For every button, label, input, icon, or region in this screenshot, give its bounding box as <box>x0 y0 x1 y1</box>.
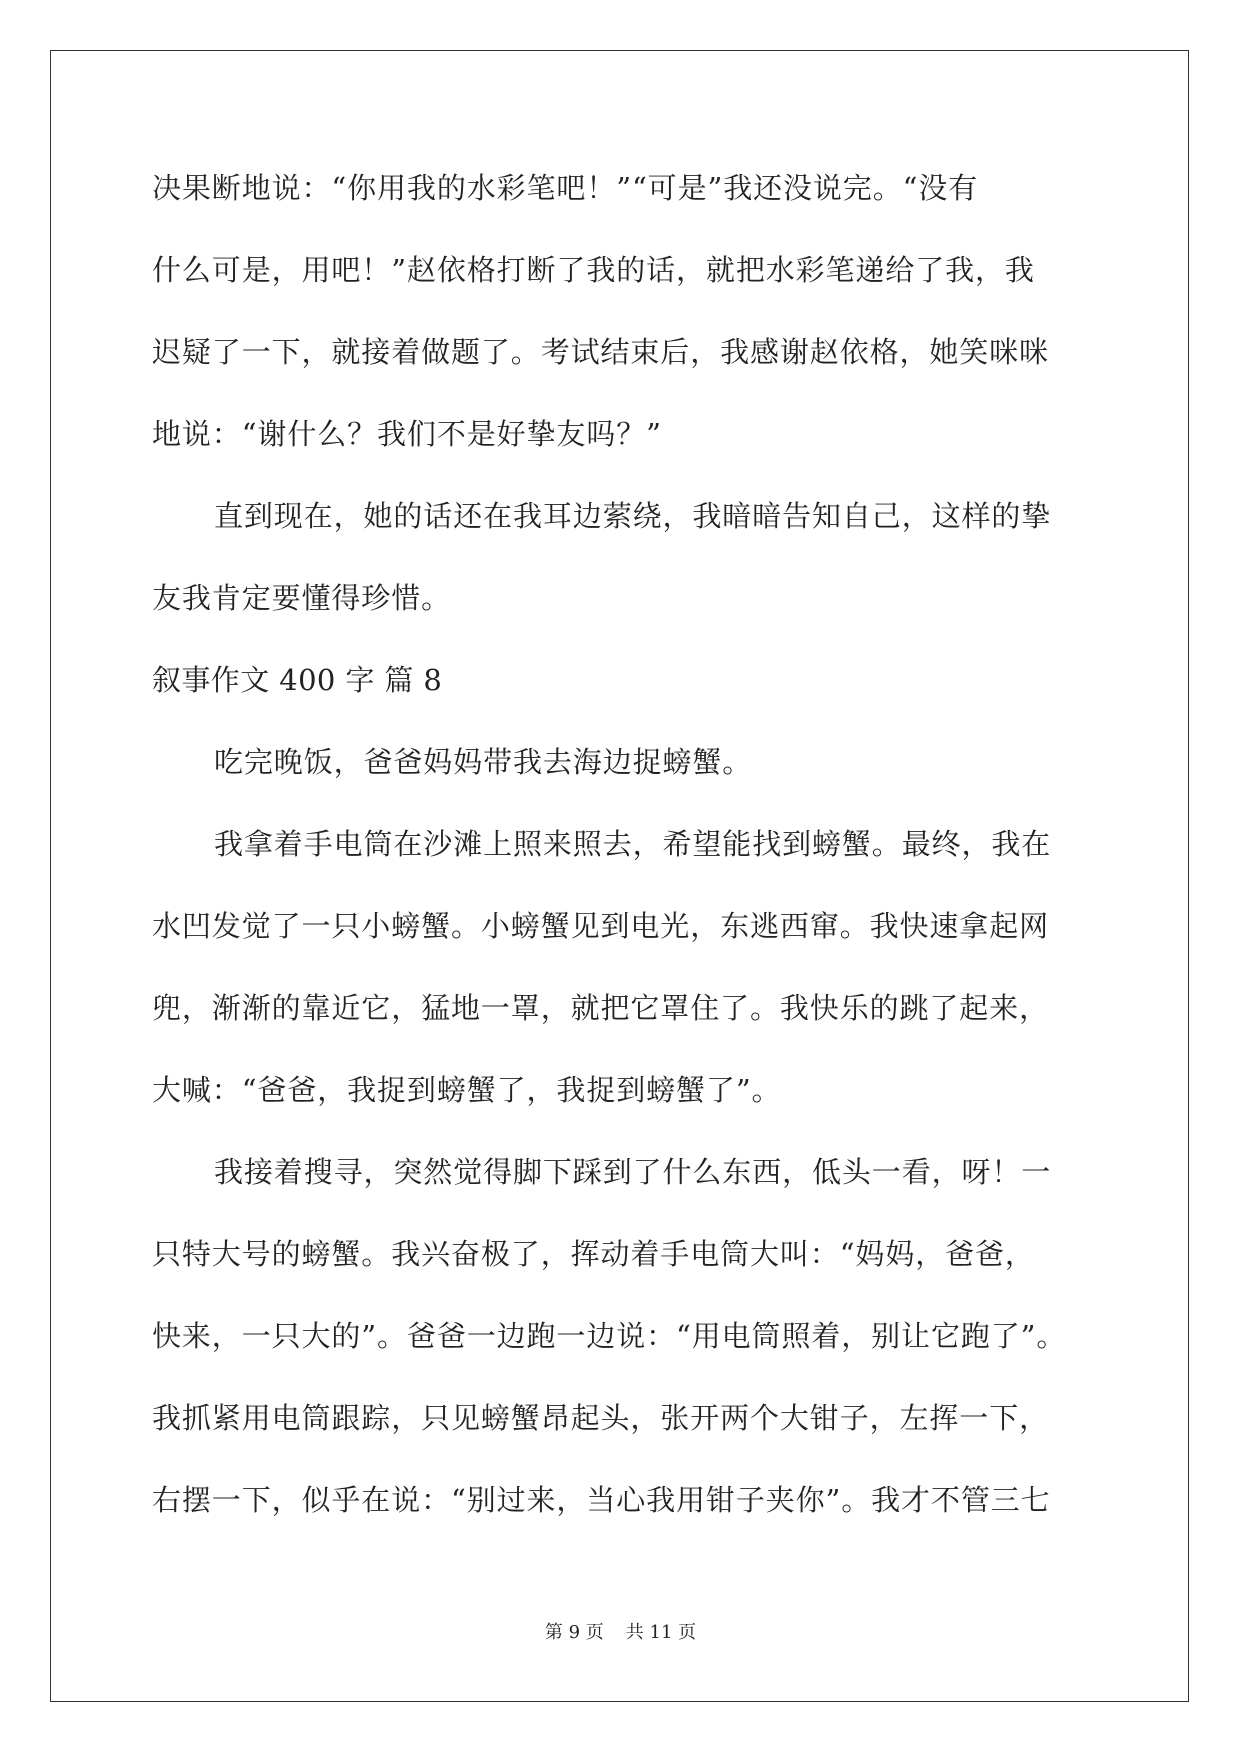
text-line: 什么可是，用吧！”赵依格打断了我的话，就把水彩笔递给了我，我 <box>152 253 1035 287</box>
page-number: 第 9 页 <box>544 1622 604 1643</box>
paragraph-start-line: 我拿着手电筒在沙滩上照来照去，希望能找到螃蟹。最终，我在 <box>214 827 1052 861</box>
section-heading: 叙事作文 400 字 篇 8 <box>152 663 443 697</box>
page-border <box>50 50 1189 1702</box>
text-line: 右摆一下，似乎在说：“别过来，当心我用钳子夹你”。我才不管三七 <box>152 1483 1051 1517</box>
paragraph-start-line: 我接着搜寻，突然觉得脚下踩到了什么东西，低头一看，呀！一 <box>214 1155 1052 1189</box>
paragraph-start-line: 直到现在，她的话还在我耳边萦绕，我暗暗告知自己，这样的挚 <box>214 499 1052 533</box>
page-footer <box>0 1618 1241 1644</box>
text-line: 迟疑了一下，就接着做题了。考试结束后，我感谢赵依格，她笑咪咪 <box>152 335 1050 369</box>
text-line: 快来，一只大的”。爸爸一边跑一边说：“用电筒照着，别让它跑了”。 <box>152 1319 1067 1353</box>
text-line: 只特大号的螃蟹。我兴奋极了，挥动着手电筒大叫：“妈妈，爸爸， <box>152 1237 1035 1271</box>
text-line: 地说：“谢什么？我们不是好挚友吗？” <box>152 417 662 451</box>
text-line: 水凹发觉了一只小螃蟹。小螃蟹见到电光，东逃西窜。我快速拿起网 <box>152 909 1050 943</box>
text-line: 决果断地说：“你用我的水彩笔吧！”“可是”我还没说完。“没有 <box>152 171 979 205</box>
paragraph-start-line: 吃完晚饭，爸爸妈妈带我去海边捉螃蟹。 <box>214 745 753 779</box>
text-line: 我抓紧用电筒跟踪，只见螃蟹昂起头，张开两个大钳子，左挥一下， <box>152 1401 1050 1435</box>
text-line: 兜，渐渐的靠近它，猛地一罩，就把它罩住了。我快乐的跳了起来， <box>152 991 1050 1025</box>
total-pages: 共 11 页 <box>625 1622 697 1643</box>
text-line: 友我肯定要懂得珍惜。 <box>152 581 452 615</box>
text-line: 大喊：“爸爸，我捉到螃蟹了，我捉到螃蟹了”。 <box>152 1073 782 1107</box>
